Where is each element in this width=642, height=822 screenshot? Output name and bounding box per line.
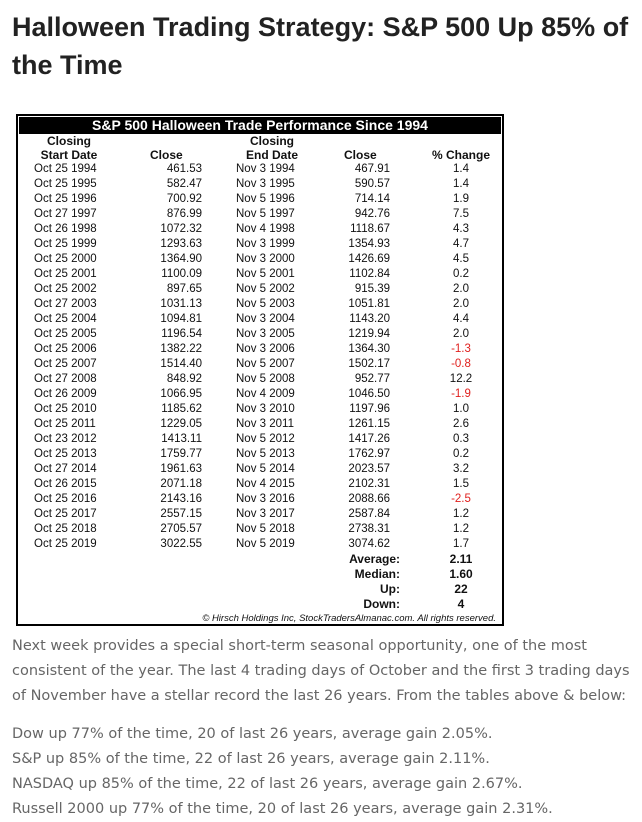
change-cell: -1.3 bbox=[451, 343, 471, 355]
start-date-cell: Oct 25 2001 bbox=[34, 268, 97, 280]
end-close-cell: 467.91 bbox=[354, 163, 390, 175]
start-close-cell: 461.53 bbox=[166, 163, 202, 175]
summary-value: 1.60 bbox=[449, 567, 473, 581]
table-row bbox=[18, 492, 502, 507]
header-end-date: End Date bbox=[245, 148, 298, 162]
change-cell: 4.3 bbox=[453, 223, 469, 235]
end-close-cell: 1118.67 bbox=[350, 223, 390, 235]
start-date-cell: Oct 25 1996 bbox=[34, 193, 97, 205]
change-cell: 1.4 bbox=[453, 178, 469, 190]
start-close-cell: 1072.32 bbox=[160, 223, 202, 235]
start-close-cell: 3022.55 bbox=[160, 538, 202, 550]
end-close-cell: 1426.69 bbox=[348, 253, 390, 265]
start-close-cell: 1229.05 bbox=[160, 418, 202, 430]
change-cell: 3.2 bbox=[453, 463, 469, 475]
start-date-cell: Oct 25 1994 bbox=[34, 163, 97, 175]
start-date-cell: Oct 25 1999 bbox=[34, 238, 97, 250]
end-date-cell: Nov 5 2003 bbox=[236, 298, 295, 310]
change-cell: 2.0 bbox=[453, 298, 469, 310]
end-date-cell: Nov 5 1996 bbox=[236, 193, 295, 205]
start-close-cell: 1364.90 bbox=[160, 253, 202, 265]
start-close-cell: 897.65 bbox=[166, 283, 202, 295]
table-summary bbox=[18, 552, 502, 612]
summary-row bbox=[18, 567, 502, 582]
intro-paragraph: Next week provides a special short-term seasonal opportunity, one of the most consistent of the year. The last 4 trading days of October and the first 3 trading days of November have a stellar record the last 26 years. From the tables above & below: bbox=[12, 638, 630, 704]
header-change: % Change bbox=[431, 148, 490, 162]
end-date-cell: Nov 5 2012 bbox=[236, 433, 295, 445]
end-date-cell: Nov 5 2008 bbox=[236, 373, 295, 385]
end-close-cell: 714.14 bbox=[354, 193, 390, 205]
summary-label: Up: bbox=[380, 582, 400, 596]
summary-value: 2.11 bbox=[449, 552, 473, 566]
start-date-cell: Oct 27 2003 bbox=[34, 298, 97, 310]
start-date-cell: Oct 25 2004 bbox=[34, 313, 97, 325]
end-date-cell: Nov 5 2014 bbox=[236, 463, 295, 475]
start-date-cell: Oct 26 2015 bbox=[34, 478, 97, 490]
end-close-cell: 2587.84 bbox=[348, 508, 390, 520]
end-date-cell: Nov 4 2009 bbox=[236, 388, 295, 400]
header-end-close: Close bbox=[344, 148, 377, 162]
end-date-cell: Nov 5 2007 bbox=[236, 358, 295, 370]
end-date-cell: Nov 3 2005 bbox=[236, 328, 295, 340]
start-date-cell: Oct 23 2012 bbox=[34, 433, 97, 445]
start-close-cell: 2071.18 bbox=[160, 478, 202, 490]
performance-table bbox=[16, 114, 504, 626]
start-close-cell: 700.92 bbox=[166, 193, 202, 205]
end-date-cell: Nov 3 1999 bbox=[236, 238, 295, 250]
start-date-cell: Oct 25 2017 bbox=[34, 508, 97, 520]
end-date-cell: Nov 5 2019 bbox=[236, 538, 295, 550]
end-close-cell: 1762.97 bbox=[348, 448, 390, 460]
start-date-cell: Oct 27 2008 bbox=[34, 373, 97, 385]
end-date-cell: Nov 3 2016 bbox=[236, 493, 295, 505]
source-credit: © Hirsch Holdings Inc, StockTradersAlmanac.com. All rights reserved. bbox=[202, 613, 496, 624]
change-cell: 0.2 bbox=[453, 268, 469, 280]
end-close-cell: 1143.20 bbox=[349, 313, 390, 325]
stats-list bbox=[12, 722, 638, 822]
end-close-cell: 2088.66 bbox=[348, 493, 390, 505]
summary-label: Median: bbox=[354, 567, 400, 581]
change-cell: 1.4 bbox=[453, 163, 469, 175]
end-date-cell: Nov 3 1994 bbox=[236, 163, 295, 175]
start-date-cell: Oct 25 2013 bbox=[34, 448, 97, 460]
header-start-date-top: Closing bbox=[47, 134, 91, 148]
end-date-cell: Nov 3 2006 bbox=[236, 343, 295, 355]
table-row bbox=[18, 207, 502, 222]
end-close-cell: 1502.17 bbox=[348, 358, 390, 370]
end-close-cell: 2102.31 bbox=[348, 478, 390, 490]
end-close-cell: 942.76 bbox=[354, 208, 390, 220]
start-close-cell: 2705.57 bbox=[160, 523, 202, 535]
end-date-cell: Nov 4 2015 bbox=[236, 478, 295, 490]
start-date-cell: Oct 27 1997 bbox=[34, 208, 97, 220]
end-close-cell: 1046.50 bbox=[348, 388, 390, 400]
table-row bbox=[18, 177, 502, 192]
end-close-cell: 915.39 bbox=[354, 283, 390, 295]
header-end-date-top: Closing bbox=[250, 134, 294, 148]
start-close-cell: 1413.11 bbox=[161, 433, 202, 445]
table-row bbox=[18, 432, 502, 447]
end-date-cell: Nov 3 2011 bbox=[236, 418, 294, 430]
end-date-cell: Nov 3 2017 bbox=[236, 508, 295, 520]
table-row bbox=[18, 342, 502, 357]
end-date-cell: Nov 5 2018 bbox=[236, 523, 295, 535]
change-cell: 0.2 bbox=[453, 448, 469, 460]
end-date-cell: Nov 5 2013 bbox=[236, 448, 295, 460]
change-cell: 1.5 bbox=[453, 478, 469, 490]
change-cell: 7.5 bbox=[453, 208, 469, 220]
end-close-cell: 590.57 bbox=[354, 178, 390, 190]
start-close-cell: 1185.62 bbox=[161, 403, 202, 415]
change-cell: 4.4 bbox=[453, 313, 469, 325]
start-date-cell: Oct 25 2005 bbox=[34, 328, 97, 340]
start-close-cell: 876.99 bbox=[166, 208, 202, 220]
table-row bbox=[18, 192, 502, 207]
table-row bbox=[18, 372, 502, 387]
end-date-cell: Nov 3 2004 bbox=[236, 313, 295, 325]
table-row bbox=[18, 507, 502, 522]
end-close-cell: 1102.84 bbox=[349, 268, 390, 280]
end-date-cell: Nov 5 1997 bbox=[236, 208, 295, 220]
table-row bbox=[18, 537, 502, 552]
table-row bbox=[18, 252, 502, 267]
end-date-cell: Nov 4 1998 bbox=[236, 223, 295, 235]
start-close-cell: 582.47 bbox=[166, 178, 202, 190]
end-close-cell: 1354.93 bbox=[348, 238, 390, 250]
summary-label: Average: bbox=[349, 552, 400, 566]
change-cell: 4.7 bbox=[453, 238, 469, 250]
start-date-cell: Oct 25 2006 bbox=[34, 343, 97, 355]
summary-label: Down: bbox=[363, 597, 400, 611]
change-cell: 2.0 bbox=[453, 328, 469, 340]
table-row bbox=[18, 312, 502, 327]
change-cell: 4.5 bbox=[453, 253, 469, 265]
table-row bbox=[18, 417, 502, 432]
summary-row bbox=[18, 582, 502, 597]
table-row bbox=[18, 282, 502, 297]
table-row bbox=[18, 357, 502, 372]
change-cell: -0.8 bbox=[451, 358, 471, 370]
table-row bbox=[18, 477, 502, 492]
change-cell: -2.5 bbox=[451, 493, 471, 505]
summary-row bbox=[18, 552, 502, 567]
start-date-cell: Oct 25 2018 bbox=[34, 523, 97, 535]
start-close-cell: 1094.81 bbox=[160, 313, 202, 325]
end-close-cell: 2738.31 bbox=[348, 523, 390, 535]
start-close-cell: 1066.95 bbox=[160, 388, 202, 400]
end-date-cell: Nov 5 2001 bbox=[236, 268, 295, 280]
end-close-cell: 1417.26 bbox=[348, 433, 390, 445]
end-date-cell: Nov 3 2010 bbox=[236, 403, 295, 415]
stat-dow: Dow up 77% of the time, 20 of last 26 years, average gain 2.05%. bbox=[12, 726, 493, 742]
end-close-cell: 952.77 bbox=[354, 373, 390, 385]
start-date-cell: Oct 25 2000 bbox=[34, 253, 97, 265]
end-date-cell: Nov 3 2000 bbox=[236, 253, 295, 265]
header-row-1 bbox=[18, 134, 502, 148]
end-date-cell: Nov 5 2002 bbox=[236, 283, 295, 295]
end-date-cell: Nov 3 1995 bbox=[236, 178, 295, 190]
table-title: S&P 500 Halloween Trade Performance Since 1994 bbox=[19, 117, 501, 134]
change-cell: 1.2 bbox=[453, 508, 469, 520]
table-row bbox=[18, 297, 502, 312]
stat-nasdaq: NASDAQ up 85% of the time, 22 of last 26 years, average gain 2.67%. bbox=[12, 776, 523, 792]
start-close-cell: 2557.15 bbox=[160, 508, 202, 520]
end-close-cell: 1261.15 bbox=[348, 418, 390, 430]
start-close-cell: 1293.63 bbox=[160, 238, 202, 250]
summary-row bbox=[18, 597, 502, 612]
table-row bbox=[18, 327, 502, 342]
start-close-cell: 1961.63 bbox=[160, 463, 202, 475]
table-row bbox=[18, 237, 502, 252]
table-row bbox=[18, 387, 502, 402]
start-close-cell: 1382.22 bbox=[160, 343, 202, 355]
start-close-cell: 1759.77 bbox=[160, 448, 202, 460]
change-cell: 1.0 bbox=[453, 403, 469, 415]
end-close-cell: 1051.81 bbox=[348, 298, 390, 310]
start-date-cell: Oct 26 2009 bbox=[34, 388, 97, 400]
start-date-cell: Oct 25 2010 bbox=[34, 403, 97, 415]
page-title: Halloween Trading Strategy: S&P 500 Up 85% of the Time bbox=[12, 12, 629, 80]
end-close-cell: 3074.62 bbox=[348, 538, 390, 550]
change-cell: 1.2 bbox=[453, 523, 469, 535]
change-cell: 2.6 bbox=[453, 418, 469, 430]
change-cell: -1.9 bbox=[451, 388, 471, 400]
table-row bbox=[18, 522, 502, 537]
change-cell: 0.3 bbox=[453, 433, 469, 445]
start-date-cell: Oct 25 2011 bbox=[34, 418, 96, 430]
start-date-cell: Oct 25 2016 bbox=[34, 493, 97, 505]
header-start-close: Close bbox=[150, 148, 183, 162]
change-cell: 1.7 bbox=[453, 538, 469, 550]
start-date-cell: Oct 25 2002 bbox=[34, 283, 97, 295]
start-close-cell: 1514.40 bbox=[160, 358, 202, 370]
stat-sp: S&P up 85% of the time, 22 of last 26 years, average gain 2.11%. bbox=[12, 751, 490, 767]
table-row bbox=[18, 267, 502, 282]
summary-value: 22 bbox=[454, 582, 468, 596]
table-row bbox=[18, 447, 502, 462]
table-row bbox=[18, 222, 502, 237]
start-close-cell: 1196.54 bbox=[161, 328, 202, 340]
end-close-cell: 1219.94 bbox=[348, 328, 390, 340]
table-body bbox=[18, 162, 502, 552]
start-date-cell: Oct 25 1995 bbox=[34, 178, 97, 190]
header-row-2 bbox=[18, 148, 502, 162]
end-close-cell: 1197.96 bbox=[349, 403, 390, 415]
change-cell: 1.9 bbox=[453, 193, 469, 205]
table-row bbox=[18, 162, 502, 177]
table-row bbox=[18, 402, 502, 417]
summary-value: 4 bbox=[457, 597, 465, 611]
start-date-cell: Oct 26 1998 bbox=[34, 223, 97, 235]
change-cell: 2.0 bbox=[453, 283, 469, 295]
header-start-date: Start Date bbox=[40, 148, 98, 162]
table-row bbox=[18, 462, 502, 477]
start-close-cell: 1100.09 bbox=[161, 268, 202, 280]
start-date-cell: Oct 27 2014 bbox=[34, 463, 97, 475]
end-close-cell: 2023.57 bbox=[348, 463, 390, 475]
start-close-cell: 1031.13 bbox=[160, 298, 202, 310]
stat-russell: Russell 2000 up 77% of the time, 20 of last 26 years, average gain 2.31%. bbox=[12, 801, 553, 817]
start-date-cell: Oct 25 2019 bbox=[34, 538, 97, 550]
start-close-cell: 2143.16 bbox=[160, 493, 202, 505]
start-date-cell: Oct 25 2007 bbox=[34, 358, 97, 370]
change-cell: 12.2 bbox=[449, 373, 473, 385]
end-close-cell: 1364.30 bbox=[348, 343, 390, 355]
start-close-cell: 848.92 bbox=[166, 373, 202, 385]
